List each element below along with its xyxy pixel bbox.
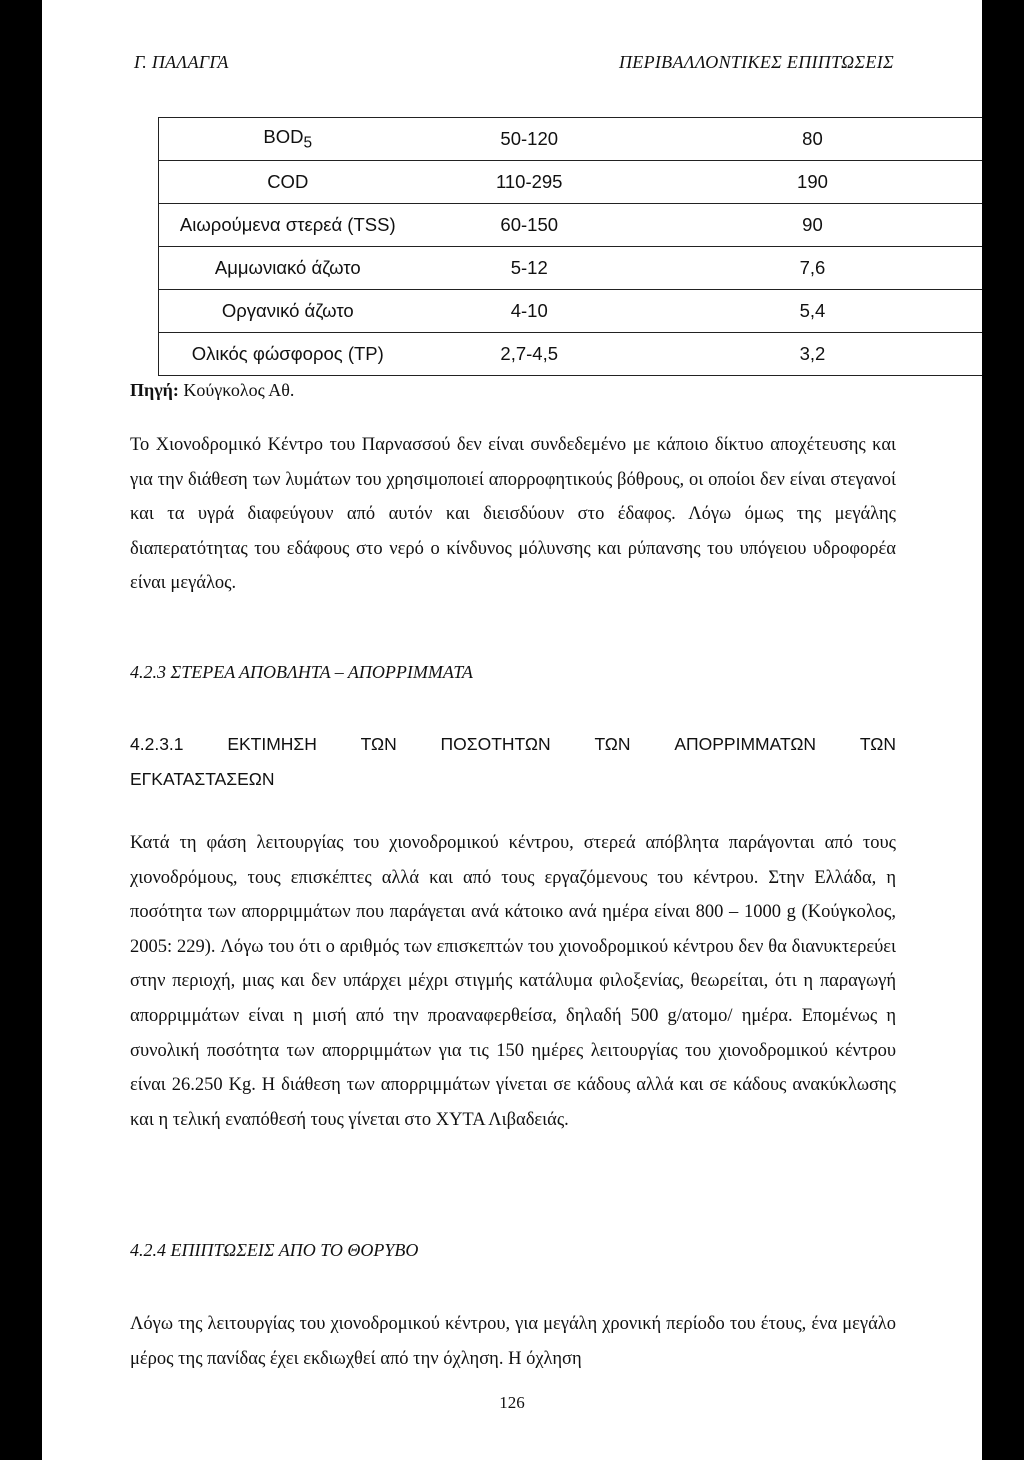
- header-author: Γ. ΠΑΛΑΓΓΑ: [134, 52, 229, 72]
- source-text: Κούγκολος Αθ.: [178, 380, 295, 400]
- parameter-name-cell: $BOD_5$: [159, 118, 417, 161]
- value-cell: 3,2: [642, 333, 982, 376]
- table-row: [159, 118, 983, 161]
- value-cell: 80: [642, 118, 982, 161]
- body-paragraph: Λόγω της λειτουργίας του χιονοδρομικού κέντρου, για μεγάλη χρονική περίοδο του έτους, ένα μεγάλο μέρος της πανίδας έχει εκδιωχθεί από την όχληση. Η όχληση: [130, 1314, 896, 1369]
- value-cell: 90: [642, 204, 982, 247]
- parameter-name-cell: Ολικός φώσφορος (TP): [159, 333, 417, 376]
- heading-word: ΤΩΝ: [859, 734, 896, 754]
- range-cell: 2,7-4,5: [417, 333, 642, 376]
- heading-word: ΑΠΟΡΡΙΜΜΑΤΩΝ: [674, 734, 817, 754]
- subscript: 5: [303, 134, 313, 152]
- range-cell: 110-295: [417, 161, 642, 204]
- heading-word: ΠΟΣΟΤΗΤΩΝ: [440, 734, 551, 754]
- subsection-heading-line: [130, 727, 896, 762]
- header-chapter-title: ΠΕΡΙΒΑΛΛΟΝΤΙΚΕΣ ΕΠΙΠΤΩΣΕΙΣ: [618, 52, 894, 72]
- parameter-name-cell: Αιωρούμενα στερεά (TSS): [159, 204, 417, 247]
- section-heading: 4.2.3 ΣΤΕΡΕΑ ΑΠΟΒΛΗΤΑ – ΑΠΟΡΡΙΜΜΑΤΑ: [130, 662, 473, 682]
- table-row: [159, 290, 983, 333]
- table-source: [130, 380, 294, 401]
- table-row: [159, 161, 983, 204]
- body-paragraph: Κατά τη φάση λειτουργίας του χιονοδρομικού κέντρου, στερεά απόβλητα παράγονται από τους χιονοδρόμους, τους επισκέπτες αλλά και από τους εργαζόμενους του κέντρου. Στην Ελλάδα, η ποσότητα των απορριμμάτων που παράγεται ανά κάτοικο ανά ημέρα είναι 800 – 1000 g (Κούγκολος, 2005: 229). Λόγω του ότι ο αριθμός των επισκεπτών του χιονοδρομικού κέντρου δεν θα διανυκτερεύει στην περιοχή, μιας και δεν υπάρχει μέχρι στιγμής κατάλυμα φιλοξενίας, θεωρείται, ότι η παραγωγή απορριμμάτων είναι η μισή από την προαναφερθείσα, δηλαδή 500 g/ατομο/ ημέρα. Επομένως η συνολική ποσότητα των απορριμμάτων για τις 150 ημέρες λειτουργίας του χιονοδρομικού κέντρου είναι 26.250 Kg. Η διάθεση των απορριμμάτων γίνεται σε κάδους αλλά και σε κάδους ανακύκλωσης και η τελική εναπόθεσή τους γίνεται στο ΧΥΤΑ Λιβαδειάς.: [130, 833, 896, 1130]
- subsection-heading-line: ΕΓΚΑΤΑΣΤΑΣΕΩΝ: [130, 769, 275, 789]
- document-page: [42, 0, 982, 1460]
- parameter-name-cell: Αμμωνιακό άζωτο: [159, 247, 417, 290]
- value-cell: 5,4: [642, 290, 982, 333]
- range-cell: 4-10: [417, 290, 642, 333]
- heading-word: 4.2.3.1: [130, 734, 184, 754]
- section-heading: 4.2.4 ΕΠΙΠΤΩΣΕΙΣ ΑΠΟ ΤΟ ΘΟΡΥΒΟ: [130, 1240, 419, 1260]
- heading-word: ΕΚΤΙΜΗΣΗ: [227, 734, 317, 754]
- range-cell: 60-150: [417, 204, 642, 247]
- range-cell: 5-12: [417, 247, 642, 290]
- heading-word: ΤΩΝ: [360, 734, 397, 754]
- parameter-name-cell: COD: [159, 161, 417, 204]
- value-cell: 7,6: [642, 247, 982, 290]
- wastewater-parameters-table: [158, 117, 982, 376]
- table-row: [159, 333, 983, 376]
- body-paragraph: Το Χιονοδρομικό Κέντρο του Παρνασσού δεν είναι συνδεδεμένο με κάποιο δίκτυο αποχέτευσης και για την διάθεση των λυμάτων του χρησιμοποιεί απορροφητικούς βόθρους, οι οποίοι δεν είναι στεγανοί και τα υγρά διαφεύγουν από αυτόν και διεισδύουν στο έδαφος. Λόγω όμως της μεγάλης διαπερατότητας του εδάφους στο νερό ο κίνδυνος μόλυνσης και ρύπανσης του υπόγειου υδροφορέα είναι μεγάλος.: [130, 435, 896, 594]
- page-number: 126: [499, 1393, 525, 1412]
- table-row: [159, 204, 983, 247]
- table-row: [159, 247, 983, 290]
- parameter-name-cell: Οργανικό άζωτο: [159, 290, 417, 333]
- source-label: Πηγή:: [130, 380, 179, 400]
- value-cell: 190: [642, 161, 982, 204]
- heading-word: ΤΩΝ: [594, 734, 631, 754]
- subsection-heading: [130, 727, 896, 797]
- range-cell: 50-120: [417, 118, 642, 161]
